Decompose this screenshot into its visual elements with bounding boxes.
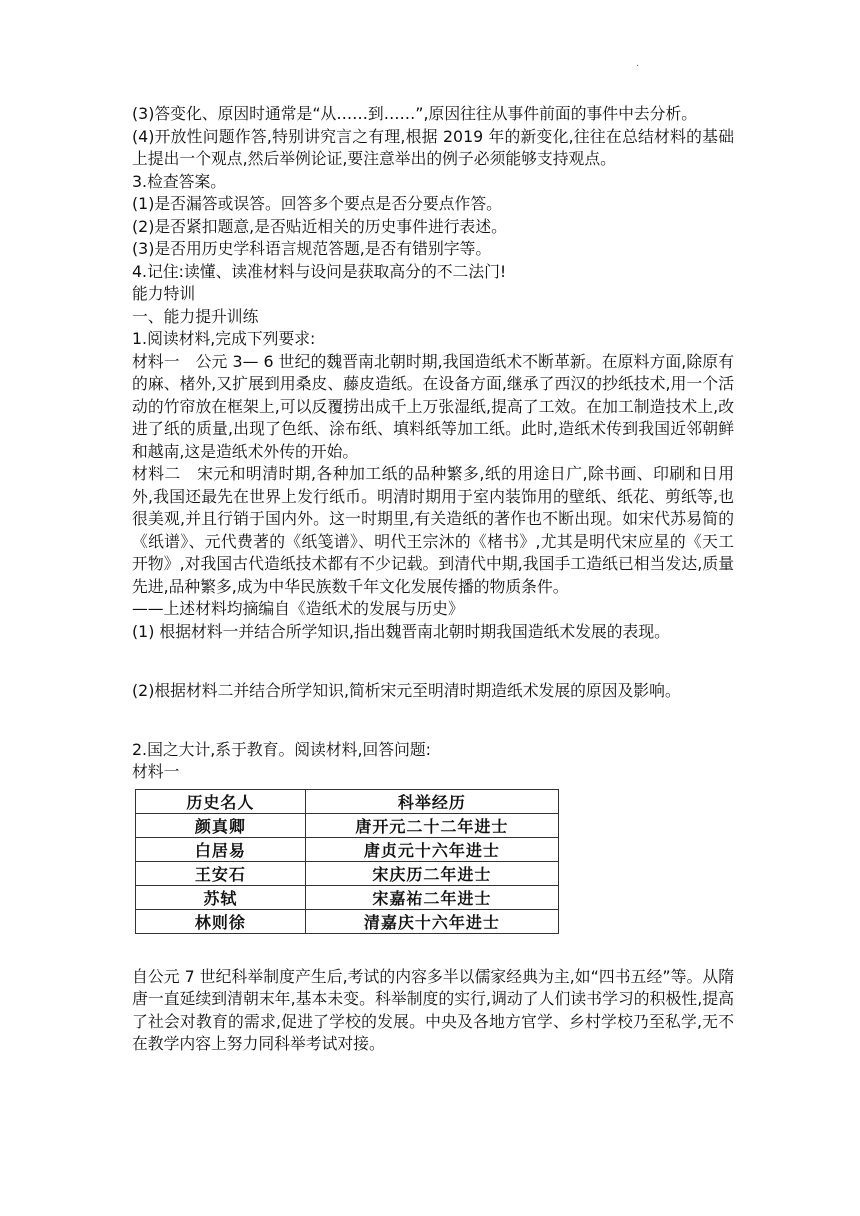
- question-2-intro: 2.国之大计,系于教育。阅读材料,回答问题:: [132, 739, 431, 759]
- document-body: [132, 103, 734, 1056]
- table-cell-name: 林则徐: [136, 909, 306, 933]
- table-cell-name: 王安石: [136, 861, 306, 885]
- subsection-title: 一、能力提升训练: [132, 306, 259, 326]
- question-1-1: (1) 根据材料一并结合所学知识,指出魏晋南北朝时期我国造纸术发展的表现。: [132, 621, 670, 641]
- closing-paragraph: 自公元 7 世纪科举制度产生后,考试的内容多半以儒家经典为主,如“四书五经”等。从隋唐一直延续到清朝末年,基本未变。科举制度的实行,调动了人们读书学习的积极性,提高了社会对教育的需求,促进了学校的发展。中央及各地方官学、乡村学校乃至私学,无不在教学内容上努力同科举考试对接。: [132, 966, 734, 1053]
- table-cell-exam: 唐开元二十二年进士: [305, 813, 558, 837]
- section-title: 能力特训: [132, 284, 196, 303]
- material-2-text: 材料二 宋元和明清时期,各种加工纸的品种繁多,纸的用途日广,除书画、印刷和日用外,我国还最先在世界上发行纸币。明清时期用于室内装饰用的壁纸、纸花、剪纸等,也很美观,并且行销于国内外。这一时期里,有关造纸的著作也不断出现。如宋代苏易简的《纸谱》、元代费著的《纸笺谱》、明代王宗沐的《楮书》,尤其是明代宋应星的《天工开物》,对我国古代造纸技术都有不少记载。到清代中期,我国手工造纸已相当发达,质量先进,品种繁多,成为中华民族数千年文化发展传播的物质条件。: [132, 464, 734, 596]
- table-header-exam: 科举经历: [305, 789, 558, 813]
- tip-4: (4)开放性问题作答,特别讲究言之有理,根据 2019 年的新变化,往往在总结材料的基础上提出一个观点,然后举例论证,要注意举出的例子必须能够支持观点。: [132, 126, 734, 168]
- check-1: (1)是否漏答或误答。回答多个要点是否分要点作答。: [132, 194, 502, 213]
- table-cell-name: 颜真卿: [136, 813, 306, 837]
- table-header-name: 历史名人: [136, 789, 306, 813]
- step-3-heading: 3.检查答案。: [132, 171, 227, 191]
- page-mark: .: [636, 58, 640, 69]
- material-label: 材料一: [132, 762, 180, 781]
- material-1-text: 材料一 公元 3— 6 世纪的魏晋南北朝时期,我国造纸术不断革新。在原料方面,除原有的麻、楮外,又扩展到用桑皮、藤皮造纸。在设备方面,继承了西汉的抄纸技术,用一个活动的竹帘放在框架上,可以反覆捞出成千上万张湿纸,提高了工效。在加工制造技术上,改进了纸的质量,出现了色纸、涂布纸、填料纸等加工纸。此时,造纸术传到我国近邻朝鲜和越南,这是造纸术外传的开始。: [132, 351, 734, 461]
- table-row: [136, 813, 559, 837]
- table-cell-exam: 清嘉庆十六年进士: [305, 909, 558, 933]
- check-3: (3)是否用历史学科语言规范答题,是否有错别字等。: [132, 239, 492, 258]
- table-cell-exam: 宋嘉祐二年进士: [305, 885, 558, 909]
- question-1-2: (2)根据材料二并结合所学知识,简析宋元至明清时期造纸术发展的原因及影响。: [132, 681, 681, 700]
- check-2: (2)是否紧扣题意,是否贴近相关的历史事件进行表述。: [132, 216, 507, 236]
- table-header-row: [136, 789, 559, 813]
- table-row: [136, 837, 559, 861]
- table-row: [136, 861, 559, 885]
- table-cell-exam: 宋庆历二年进士: [305, 861, 558, 885]
- table-cell-exam: 唐贞元十六年进士: [305, 837, 558, 861]
- keju-table: [135, 789, 559, 934]
- question-1-intro: 1.阅读材料,完成下列要求:: [132, 329, 316, 348]
- table-cell-name: 苏轼: [136, 885, 306, 909]
- tip-3: (3)答变化、原因时通常是“从……到……”,原因往往从事件前面的事件中去分析。: [132, 104, 698, 123]
- table-row: [136, 885, 559, 909]
- table-cell-name: 白居易: [136, 837, 306, 861]
- table-row: [136, 909, 559, 933]
- step-4-heading: 4.记住:读懂、读准材料与设问是获取高分的不二法门!: [132, 261, 507, 281]
- source-note: ——上述材料均摘编自《造纸术的发展与历史》: [132, 599, 464, 618]
